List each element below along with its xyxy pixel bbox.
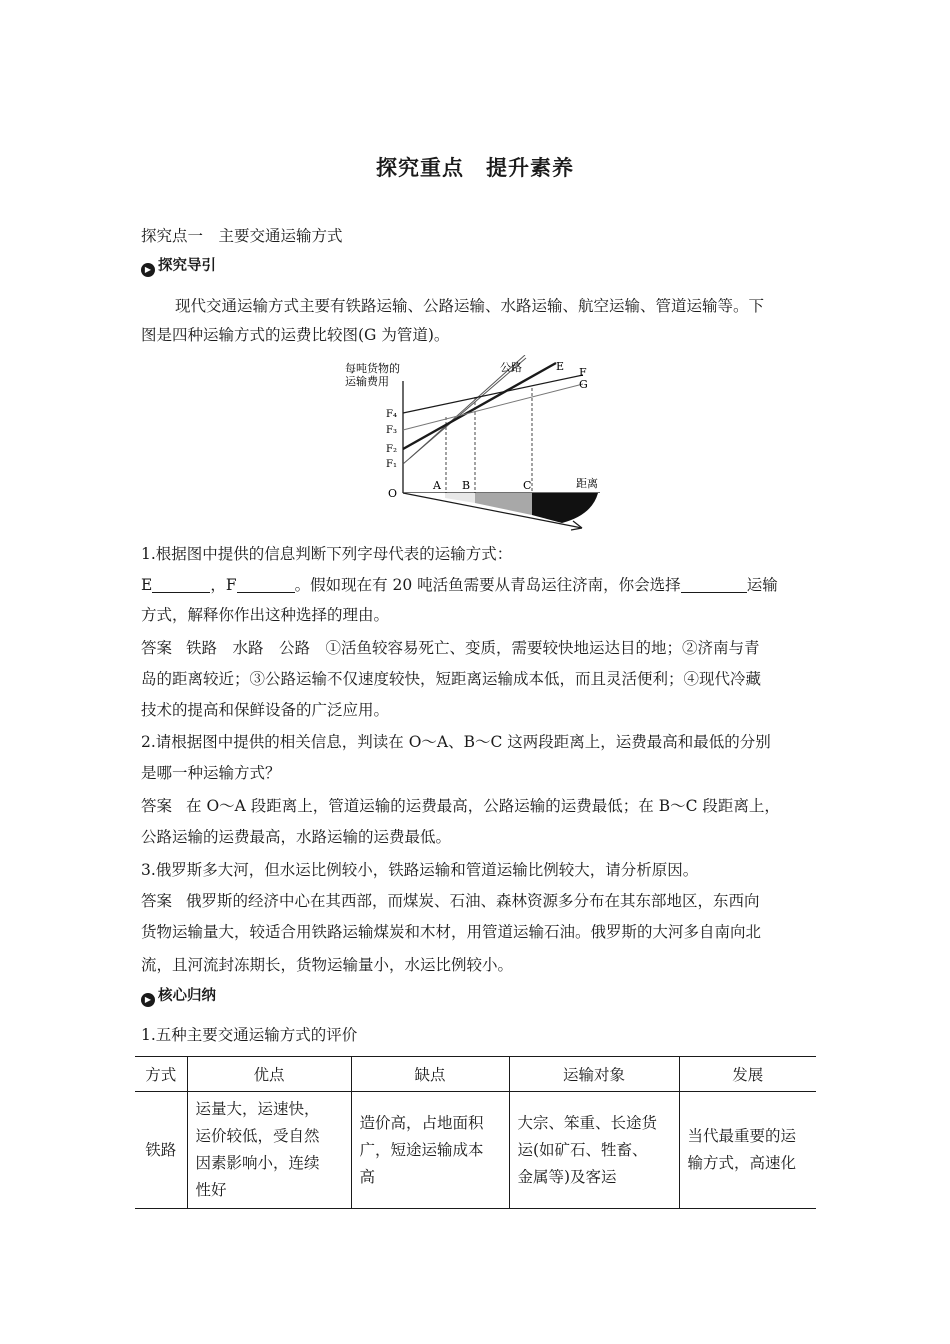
q1-line-1: 1.根据图中提供的信息判断下列字母代表的运输方式： (141, 545, 513, 563)
page-title: 探究重点 提升素养 (376, 156, 574, 180)
header-objects: 运输对象 (509, 1057, 679, 1092)
q1-line-2 (141, 575, 821, 595)
evaluation-table (135, 1056, 816, 1209)
play-icon: ▶ (141, 993, 155, 1007)
cons-line: 广，短途运输成本 (359, 1140, 484, 1159)
a1-line-1 (141, 638, 821, 658)
x-tick-A: A (433, 479, 441, 492)
answer-blank-F[interactable] (237, 576, 295, 593)
pros-line: 性好 (195, 1181, 227, 1199)
a3-line-1 (141, 891, 821, 911)
q3-line: 3.俄罗斯多大河，但水运比例较小，铁路运输和管道运输比例较大，请分析原因。 (141, 861, 699, 879)
play-icon: ▶ (141, 263, 155, 277)
y-axis-label-2: 运输费用 (345, 375, 389, 388)
cell-cons (351, 1092, 509, 1209)
header-pros: 优点 (187, 1057, 351, 1092)
objects-line: 金属等)及客运 (517, 1167, 617, 1186)
series-label-G: G (579, 378, 588, 391)
a3-line-3: 流，且河流封冻期长，货物运输量小，水运比例较小。 (141, 956, 514, 974)
cell-mode: 铁路 (135, 1092, 187, 1209)
cell-pros (187, 1092, 351, 1209)
q1-f-label: ，F (210, 576, 237, 594)
header-cons: 缺点 (351, 1057, 509, 1092)
y-tick-F3: F₃ (386, 425, 397, 436)
cons-line: 造价高，占地面积 (359, 1113, 484, 1132)
a3-line-2: 货物运输量大，较适合用铁路运输煤炭和木材，用管道运输石油。俄罗斯的大河多自南向北 (141, 923, 762, 941)
objects-line: 大宗、笨重、长途货 (517, 1113, 658, 1132)
core-heading-text: 核心归纳 (158, 988, 216, 1004)
a2-line-2: 公路运输的运费最高，水路运输的运费最低。 (141, 828, 452, 846)
wedge-black (532, 493, 598, 523)
answer-label: 答案 (141, 797, 173, 815)
q1-end: 运输 (746, 576, 778, 594)
origin-label: O (388, 487, 398, 500)
dev-line: 输方式，高速化 (687, 1154, 797, 1172)
y-axis-label-1: 每吨货物的 (345, 362, 400, 375)
answer-label: 答案 (141, 639, 173, 657)
header-mode: 方式 (135, 1057, 187, 1092)
q2-line-1: 2.请根据图中提供的相关信息，判读在 O～A、B～C 这两段距离上，运费最高和最低的分别 (141, 733, 771, 751)
y-tick-F4: F₄ (386, 409, 397, 420)
table-header-row (135, 1057, 816, 1092)
a3-text-1: 俄罗斯的经济中心在其西部，而煤炭、石油、森林资源多分布在其东部地区，东西向 (186, 892, 760, 910)
cell-objects (509, 1092, 679, 1209)
y-tick-F2: F₂ (386, 444, 397, 455)
guide-heading (141, 256, 821, 277)
q1-e-label: E (141, 576, 153, 594)
intro-line-1: 现代交通运输方式主要有铁路运输、公路运输、水路运输、航空运输、管道运输等。下 (175, 297, 765, 315)
series-label-F: F (579, 366, 587, 379)
q2-line-2: 是哪一种运输方式？ (141, 764, 281, 782)
a1-line-3: 技术的提高和保鲜设备的广泛应用。 (141, 701, 390, 719)
topic-heading: 探究点一 主要交通运输方式 (141, 227, 343, 245)
series-E (403, 363, 556, 449)
table-title: 1.五种主要交通运输方式的评价 (141, 1026, 358, 1044)
freight-cost-chart (330, 355, 620, 535)
x-tick-C: C (523, 479, 532, 492)
guide-heading-text: 探究导引 (158, 258, 216, 274)
x-axis-label: 距离 (576, 477, 598, 490)
pros-line: 因素影响小，连续 (195, 1154, 320, 1172)
dev-line: 当代最重要的运 (687, 1127, 797, 1145)
q1-line-3: 方式，解释你作出这种选择的理由。 (141, 606, 390, 624)
wedge-gray (475, 493, 532, 515)
a1-text-1: 铁路 水路 公路 ①活鱼较容易死亡、变质，需要较快地运达目的地；②济南与青 (186, 639, 760, 657)
intro-line-2: 图是四种运输方式的运费比较图(G 为管道)。 (141, 326, 450, 344)
q1-mid: 。假如现在有 20 吨活鱼需要从青岛运往济南，你会选择 (294, 576, 681, 594)
answer-blank-choice[interactable] (681, 576, 747, 593)
y-tick-F1: F₁ (386, 459, 397, 470)
x-tick-B: B (462, 479, 471, 492)
answer-blank-E[interactable] (152, 576, 210, 593)
objects-line: 运(如矿石、牲畜、 (517, 1140, 648, 1159)
series-label-road: 公路 (500, 361, 522, 374)
a2-line-1 (141, 796, 821, 816)
header-development: 发展 (679, 1057, 816, 1092)
a1-line-2: 岛的距离较近；③公路运输不仅速度较快，短距离运输成本低，而且灵活便利；④现代冷藏 (141, 670, 762, 688)
series-label-E: E (556, 360, 565, 373)
table-row (135, 1092, 816, 1209)
a2-text-1: 在 O～A 段距离上，管道运输的运费最高，公路运输的运费最低；在 B～C 段距离上， (186, 797, 780, 815)
answer-label: 答案 (141, 892, 173, 910)
pros-line: 运量大，运速快， (195, 1100, 320, 1118)
pros-line: 运价较低，受自然 (195, 1127, 320, 1145)
core-heading (141, 986, 821, 1007)
cell-development (679, 1092, 816, 1209)
cons-line: 高 (359, 1167, 376, 1186)
wedge-arrow-icon (571, 521, 582, 530)
